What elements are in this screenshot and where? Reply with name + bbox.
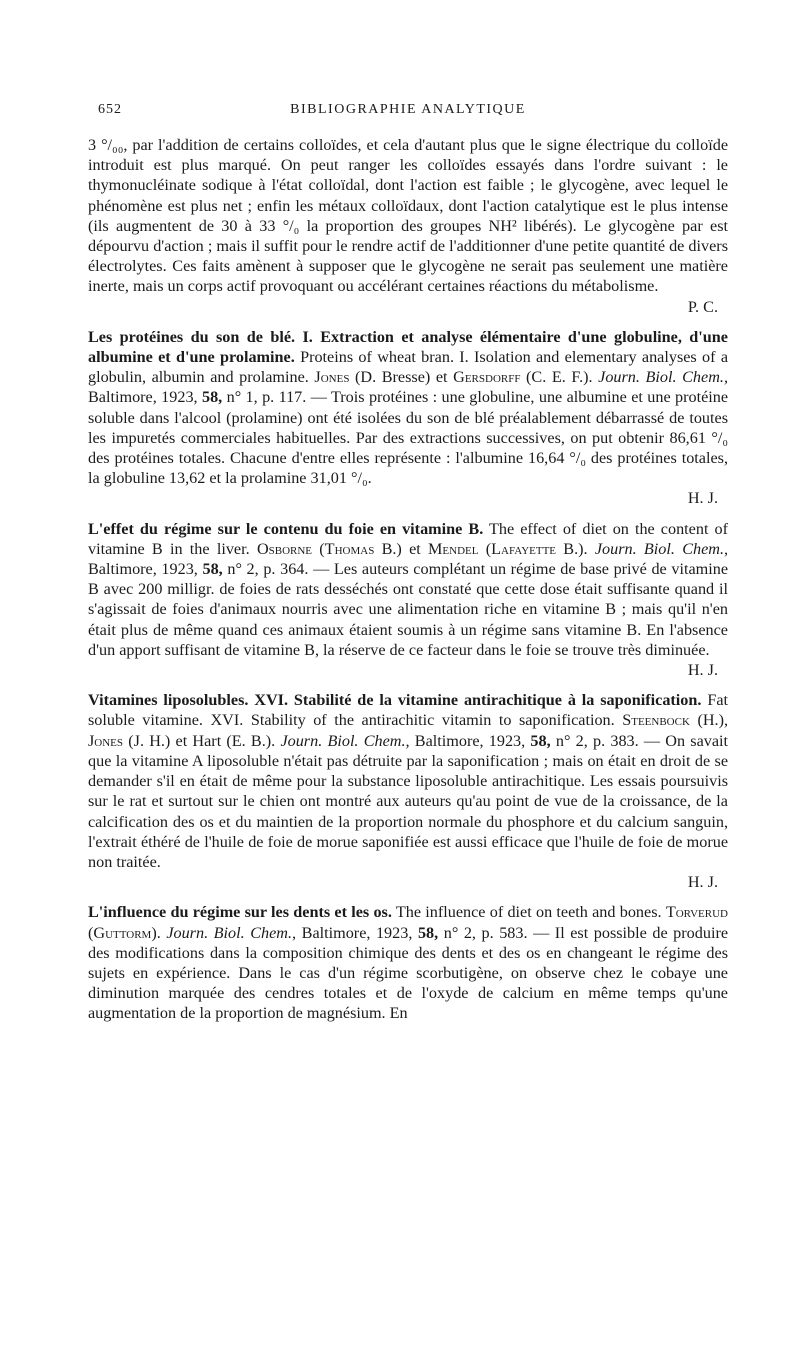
- entry-author: Mendel: [428, 539, 479, 558]
- entry-summary: — Trois protéines : une globuline, une albumine et une protéine soluble dans l'alcool (prolamine) ont été isolées du son de blé préalablement débarrassé de toutes les impuretés commerciales habituelles. Par des extractions successives, on put obtenir 86,61 °/₀ des protéines totales. Chacune d'entre elles représente : l'albumine 16,64 °/₀ des protéines totales, la globuline 13,62 et la prolamine 31,01 °/₀.: [88, 388, 729, 488]
- entry-title: L'effet du régime sur le contenu du foie en vitamine B.: [88, 519, 484, 538]
- entry-issue-page: n° 1, p. 117.: [226, 388, 307, 407]
- intro-paragraph: 3 °/₀₀, par l'addition de certains colloïdes, et cela d'autant plus que le signe électrique du colloïde introduit est plus marqué. On peut ranger les colloïdes essayés dans l'ordre suivant : le thymonucléinate sodique à l'état colloïdal, dont l'action est faible ; le glycogène, avec lequel le phénomène est plus net ; enfin les métaux colloïdaux, dont l'action catalytique est le plus intense (ils augmentent de 30 à 33 °/₀ la proportion des groupes NH² libérés). Le glycogène par est dépourvu d'action ; mais il suffit pour le rendre actif de l'additionner d'une petite quantité de divers électrolytes. Ces faits amènent à supposer que le glycogène ne serait pas seulement une matière inerte, mais un corps actif provoquant ou accélérant certaines réactions du métabolisme.: [88, 136, 728, 296]
- abstract-paragraph: [88, 902, 728, 1023]
- abstract-entry: [88, 690, 728, 892]
- abstract-entry: [88, 519, 728, 681]
- entry-signature: H. J.: [687, 873, 718, 892]
- abstract-paragraph: [88, 519, 728, 660]
- entry-signature: H. J.: [687, 489, 718, 508]
- entry-journal: Journ. Biol. Chem.,: [594, 539, 729, 558]
- entry-volume: 58,: [417, 923, 439, 942]
- intro-paragraph-block: [88, 135, 728, 317]
- entry-author-detail: (Guttorm).: [88, 923, 161, 942]
- entry-author-detail: (Lafayette B.).: [485, 539, 588, 558]
- entry-issue-page: n° 2, p. 583.: [443, 923, 528, 942]
- entry-author: Torverud: [665, 903, 728, 922]
- entry-volume: 58,: [202, 560, 223, 579]
- entry-author: Gersdorff: [453, 368, 521, 387]
- entry-author: Osborne: [256, 539, 313, 558]
- entry-signature: H. J.: [687, 661, 718, 680]
- entry-author-joiner: et: [409, 539, 421, 558]
- abstract-paragraph: [88, 327, 728, 489]
- entry-english-title: Proteins of wheat bran. I. Isolation and elementary analyses of a globulin, albumin and prolamine.: [88, 348, 729, 387]
- entry-journal: Journ. Biol. Chem.,: [598, 368, 728, 387]
- running-title: BIBLIOGRAPHIE ANALYTIQUE: [290, 102, 526, 117]
- entry-summary: — Il est possible de produire des modifications dans la composition chimique des dents et des os en changeant le régime des sujets en expérience. Dans le cas d'un régime scorbutigène, on observe chez le cobaye une diminution marquée des cendres totales et de l'oxyde de calcium en même temps qu'une augmentation de la proportion de magnésium. En: [88, 923, 729, 1023]
- entry-title: Vitamines liposolubles. XVI. Stabilité de la vitamine antirachitique à la saponification.: [88, 691, 702, 710]
- entry-english-title: Fat soluble vitamine. XVI. Stability of the antirachitic vitamin to saponification.: [88, 691, 729, 730]
- entry-place-year: Baltimore, 1923,: [88, 388, 198, 407]
- entry-title: L'influence du régime sur les dents et les os.: [88, 903, 392, 922]
- running-header: [88, 100, 728, 122]
- entry-author-joiner: et: [435, 368, 448, 387]
- entry-author: Jones: [88, 731, 124, 750]
- entry-english-title: The influence of diet on teeth and bones.: [395, 903, 662, 922]
- entry-issue-page: n° 2, p. 383.: [555, 731, 639, 750]
- intro-signature: P. C.: [687, 297, 718, 316]
- entry-author: Jones: [314, 368, 350, 387]
- entry-author-detail: (C. E. F.).: [526, 368, 593, 387]
- entry-place-year: Baltimore, 1923,: [301, 923, 413, 942]
- entry-volume: 58,: [201, 388, 223, 407]
- page-number: 652: [98, 102, 122, 117]
- entry-author-detail: (J. H.) et Hart (E. B.).: [128, 731, 276, 750]
- entry-place-year: Baltimore, 1923,: [88, 560, 198, 579]
- abstract-paragraph: [88, 690, 728, 872]
- entry-author-detail: (H.),: [697, 711, 729, 730]
- entry-english-title: The effect of diet on the content of vitamine B in the liver.: [88, 519, 728, 558]
- entry-place-year: Baltimore, 1923,: [414, 731, 526, 750]
- entry-issue-page: n° 2, p. 364.: [227, 560, 309, 579]
- entry-summary: — On savait que la vitamine A liposoluble n'était pas détruite par la saponification ; mais on était en droit de se demander s'il en était de même pour la substance liposoluble antirachitique. Les essais poursuivis sur le rat et surtout sur le chien ont montré aux auteurs qu'au point de vue de la croissance, de la calcification des os et du maintien de la proportion normale du phosphore et du calcium sanguin, l'extrait éthéré de l'huile de foie de morue saponifiée est aussi efficace que l'huile de foie de morue non traitée.: [88, 731, 729, 871]
- entry-author: Steenbock: [622, 711, 690, 730]
- entry-journal: Journ. Biol. Chem.,: [166, 923, 297, 942]
- abstract-entry: [88, 327, 728, 509]
- entry-title: Les protéines du son de blé. I. Extraction et analyse élémentaire d'une globuline, d'une albumine et d'une prolamine.: [88, 327, 728, 367]
- entry-author-detail: (D. Bresse): [355, 368, 431, 387]
- entry-author-detail: (Thomas B.): [319, 539, 402, 558]
- entry-summary: — Les auteurs complétant un régime de base privé de vitamine B avec 200 milligr. de foies de rats desséchés ont constaté que cette dose était suffisante quand il s'agissait de foies d'animaux nourris avec une alimentation riche en vitamine B ; mais qu'il n'en était plus de même quand ces animaux étaient soumis à un régime sans vitamine B. En l'absence d'un apport suffisant de vitamine B, la réserve de ce facteur dans le foie se trouve très diminuée.: [88, 560, 729, 659]
- abstract-entry: [88, 902, 728, 1023]
- entry-journal: Journ. Biol. Chem.,: [280, 731, 410, 750]
- entry-volume: 58,: [530, 731, 551, 750]
